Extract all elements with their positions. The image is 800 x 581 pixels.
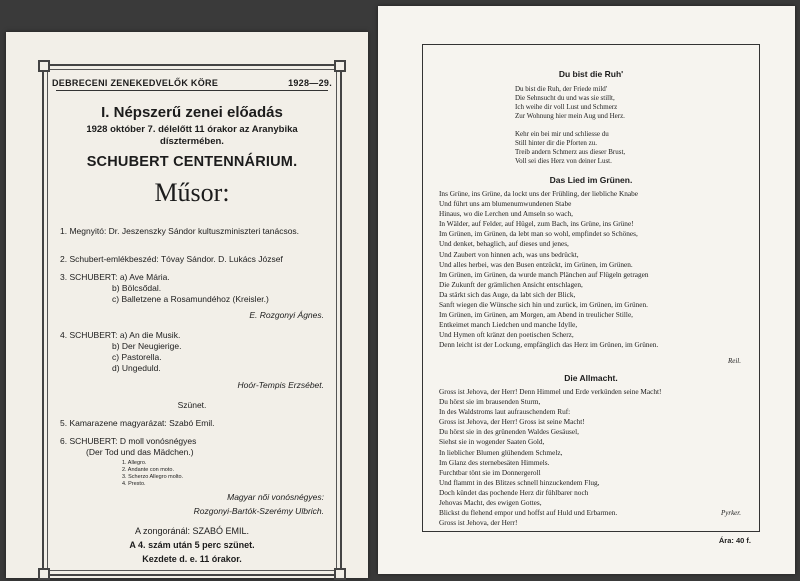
program-item-4 xyxy=(60,330,326,374)
performer-4: Hoór-Tempis Erzsébet. xyxy=(237,380,324,390)
poem-1-title: Du bist die Ruh' xyxy=(558,69,624,79)
program-sheet xyxy=(6,32,368,578)
program-item-6 xyxy=(60,436,326,458)
performer-3: E. Rozgonyi Ágnes. xyxy=(249,310,324,320)
program-item-3 xyxy=(60,272,326,305)
start-time: Kezdete d. e. 11 órakor. xyxy=(142,554,242,564)
header-divider xyxy=(56,90,328,91)
musor-heading: Műsor: xyxy=(154,178,230,207)
movement: 1. Allegro. xyxy=(122,460,147,466)
program-item-5: 5. Kamarazene magyarázat: Szabó Emil. xyxy=(60,418,215,428)
quartet-names: Rozgonyi-Bartók-Szerémy Ulbrich. xyxy=(193,506,324,516)
program-line: 4. SCHUBERT: a) An die Musik. xyxy=(60,330,181,340)
frame-ornament xyxy=(334,60,346,72)
price-label: Ára: 40 f. xyxy=(718,536,751,545)
poem-2-title: Das Lied im Grünen. xyxy=(549,175,633,185)
frame-ornament xyxy=(38,568,50,580)
movement-list xyxy=(60,460,326,488)
poem-2-text: Ins Grüne, ins Grüne, da lockt uns der Frühling, der liebliche Knabe Und führt uns am blumenumwundenen Stabe Hinaus, wo die Lerchen und Amseln so wach, In Wälder, auf Felder, auf Hügel, zum Bach, ins Grüne, ins Grüne! Im Grünen, im Grünen, da lebt man so wohl, empfindet so Schönes, Und denket, behaglich, auf dieses und jenes, Und Zaubert von hinnen ach, was uns bedrückt, Und alles herbei, was den Busen entzückt, im Grünen, im Grünen. Im Grünen, im Grünen, da wurde manch Plänchen auf Flügeln getragen Die Zukunft der grämlichen Ansicht entschlagen, Da stärkt sich das Auge, da labt sich der Blick, Sanft wiegen die Wünsche sich hin und zurück, im Grünen, im Grünen. Im Grünen, im Grünen, am Morgen, am Abend in treulicher Stille, Entkeimet manch Liedchen und manche Idylle, Und Hymen oft kränzt den poetischen Scherz, Denn leicht ist der Lockung, empfänglich das Herz im Grünen, im Grünen. xyxy=(439,189,659,350)
program-item-1: 1. Megnyitó: Dr. Jeszenszky Sándor kultuszminiszteri tanácsos. xyxy=(60,226,300,236)
piano-line: A zongoránál: SZABÓ EMIL. xyxy=(134,526,250,536)
program-line: (Der Tod und das Mädchen.) xyxy=(86,447,194,457)
program-frame xyxy=(42,64,342,576)
movement: 4. Presto. xyxy=(122,481,146,487)
season: 1928—29. xyxy=(288,78,332,88)
poem-2-author: Reil. xyxy=(727,357,741,365)
lyrics-frame xyxy=(422,44,760,532)
concert-title: I. Népszerű zenei előadás xyxy=(101,104,283,121)
program-line: c) Balletzene a Rosamundéhoz (Kreisler.) xyxy=(112,294,269,304)
frame-ornament xyxy=(38,60,50,72)
society-name: DEBRECENI ZENEKEDVELŐK KÖRE xyxy=(52,78,219,88)
lyrics-sheet xyxy=(378,6,795,574)
date-line: 1928 október 7. délelőtt 11 órakor az Aranybika dísztermében. xyxy=(86,124,298,147)
program-line: d) Ungeduld. xyxy=(112,363,161,373)
program-line: b) Der Neugierige. xyxy=(112,341,182,351)
program-line: 3. SCHUBERT: a) Ave Mária. xyxy=(60,272,170,282)
quartet-label: Magyar női vonósnégyes: xyxy=(227,492,324,502)
movement: 3. Scherzo Allegro molto. xyxy=(122,474,184,480)
movement: 2. Andante con moto. xyxy=(122,467,174,473)
frame-ornament xyxy=(334,568,346,580)
program-line: 6. SCHUBERT: D moll vonósnégyes xyxy=(60,436,197,446)
break-note: A 4. szám után 5 perc szünet. xyxy=(129,540,255,550)
program-item-2: 2. Schubert-emlékbeszéd: Tóvay Sándor. D. Lukács József xyxy=(60,254,283,264)
poem-3-title: Die Allmacht. xyxy=(564,373,618,383)
program-line: b) Bölcsődal. xyxy=(112,283,162,293)
program-line: c) Pastorella. xyxy=(112,352,162,362)
event-title: SCHUBERT CENTENNÁRIUM. xyxy=(86,154,298,170)
poem-3-text: Gross ist Jehova, der Herr! Denn Himmel und Erde verkünden seine Macht! Du hörst sie im brausenden Sturm, In des Waldstroms laut aufrauschendem Ruf: Gross ist Jehova, der Herr! Gross ist seine Macht! Du hörst sie in des grünenden Waldes Gesäusel, Siehst sie in wogender Saaten Gold, In lieblicher Blumen glühendem Schmelz, Im Glanz des sternebesäten Himmels. Furchtbar tönt sie im Donnergeroll Und flammt in des Blitzes schnell hinzuckendem Flug, Doch kündet das pochende Herz dir fühlbarer noch Jehovas Macht, des ewigen Gottes, Blickst du flehend empor und hoffst auf Huld und Erbarmen. Gross ist Jehova, der Herr! xyxy=(439,387,662,528)
poem-1-text: Du bist die Ruh, der Friede mild' Die Sehnsucht du und was sie stillt, Ich weihe dir voll Lust und Schmerz Zur Wohnung hier mein Aug und Herz. Kehr ein bei mir und schliesse du Still hinter dir die Pforten zu. Treib andern Schmerz aus dieser Brust, Voll sei dies Herz von deiner Lust. xyxy=(515,85,626,165)
program-header xyxy=(52,78,332,88)
poem-3-author: Pyrker. xyxy=(720,509,741,517)
intermission: Szünet. xyxy=(177,400,207,410)
